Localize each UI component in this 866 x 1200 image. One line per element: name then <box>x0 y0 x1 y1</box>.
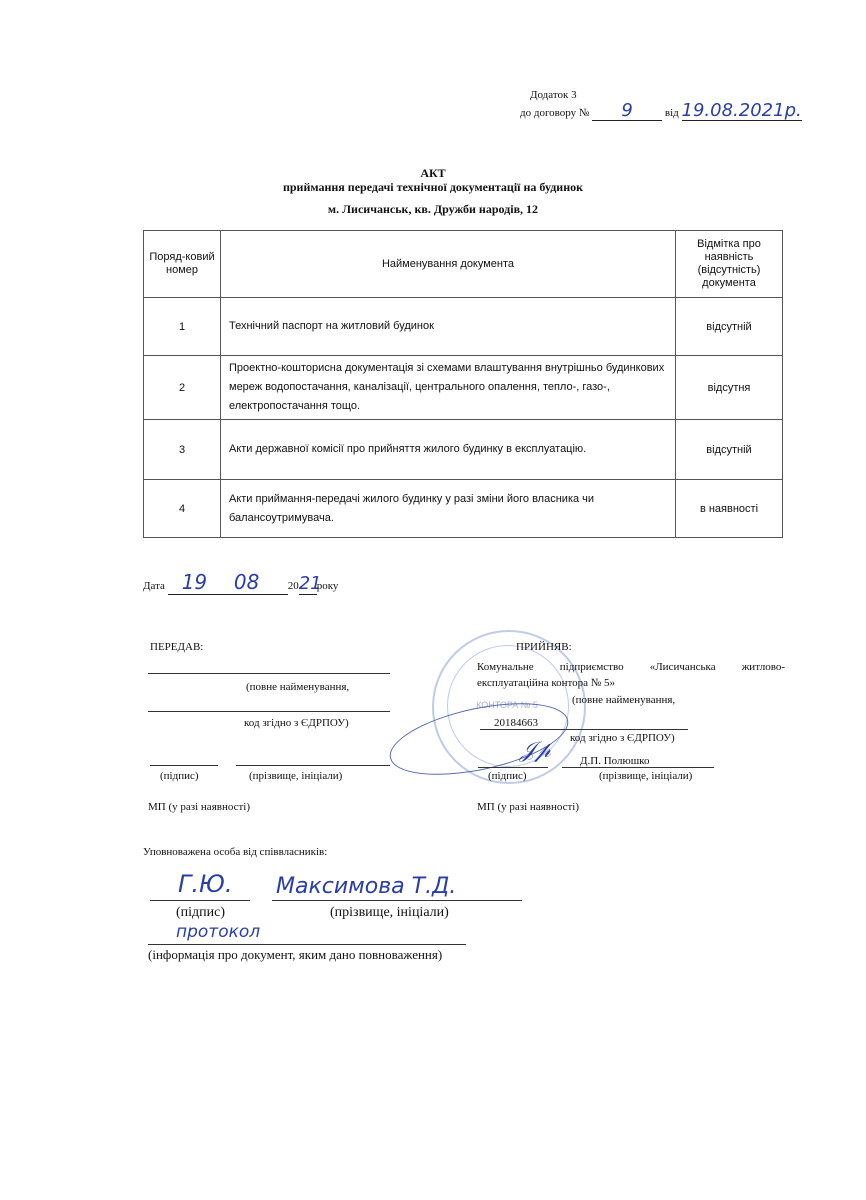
row-number: 3 <box>144 420 221 480</box>
accepted-name-hint-2: (прізвище, ініціали) <box>599 770 693 782</box>
accepted-heading: ПРИЙНЯВ: <box>516 641 572 653</box>
transferred-name-hint: (повне найменування, <box>246 681 350 693</box>
documents-table <box>143 230 783 538</box>
contract-prefix: до договору № <box>520 107 590 119</box>
date-label: Дата <box>143 580 165 592</box>
col-name-header: Найменування документа <box>221 231 676 298</box>
authorized-name-line <box>272 900 522 901</box>
authorized-signature-hint: (підпис) <box>176 905 226 920</box>
date-day-month-field <box>168 570 288 595</box>
transferred-name-hint-2: (прізвище, ініціали) <box>249 770 343 782</box>
authorized-signature: Г.Ю. <box>178 870 233 898</box>
accepted-org-line2: експлуатаційна контора № 5» <box>477 677 616 689</box>
authorized-doc-hint: (інформація про документ, яким дано повноваження) <box>148 947 443 962</box>
transferred-signature-line <box>150 765 218 766</box>
transferred-edrpou-line <box>148 711 390 712</box>
col-number-header: Поряд-ковий номер <box>144 231 221 298</box>
row-document-name: Акти приймання-передачі жилого будинку у разі зміни його власника чи балансоутримувача. <box>221 480 676 538</box>
authorized-handwritten-doc: протокол <box>176 922 261 942</box>
authorized-signature-line <box>150 900 250 901</box>
contract-reference <box>520 100 850 121</box>
appendix-line: Додаток 3 <box>530 89 577 101</box>
date-day: 19 <box>181 570 208 594</box>
row-number: 2 <box>144 356 221 420</box>
accepted-signature-hint: (підпис) <box>488 770 527 782</box>
table-header-row <box>144 231 783 298</box>
accepted-signer: Д.П. Полюшко <box>580 755 650 767</box>
transferred-seal: МП (у разі наявності) <box>148 801 251 813</box>
act-subtitle: приймання передачі технічної документації на будинок <box>282 180 584 194</box>
row-number: 4 <box>144 480 221 538</box>
act-address: м. Лисичанськ, кв. Дружби народів, 12 <box>327 202 539 216</box>
accepted-org-line1: Комунальне підприємство «Лисичанська житлово- <box>477 661 785 673</box>
contract-date-word: від <box>664 107 679 119</box>
accepted-edrpou: 20184663 <box>494 717 538 729</box>
authorized-handwritten-name: Максимова Т.Д. <box>276 874 457 899</box>
transferred-edrpou-hint: код згідно з ЄДРПОУ) <box>244 717 349 729</box>
authorized-label: Уповноважена особа від співвласників: <box>143 846 328 858</box>
accepted-edrpou-hint: код згідно з ЄДРПОУ) <box>570 732 675 744</box>
contract-date-field <box>681 100 802 121</box>
table-row <box>144 480 783 538</box>
act-title: АКТ <box>420 166 446 180</box>
table-row <box>144 298 783 356</box>
date-year-suffix: 21 <box>298 573 322 594</box>
transferred-signer-line <box>236 765 390 766</box>
date-year-prefix: 20 <box>287 580 299 592</box>
accepted-name-hint: (повне найменування, <box>572 694 676 706</box>
date-year-field <box>298 573 322 595</box>
row-document-name: Проектно-кошторисна документація зі схемами влаштування внутрішньо будинкових мереж водопостачання, каналізації, центрального опалення, тепло-, газо-, електропостачання тощо. <box>221 356 676 420</box>
contract-date: 19.08.2021р. <box>681 100 802 121</box>
row-status: відсутній <box>676 298 783 356</box>
date-line <box>143 570 338 595</box>
date-month: 08 <box>233 570 260 594</box>
transferred-heading: ПЕРЕДАВ: <box>150 641 204 653</box>
date-suffix: року <box>316 580 339 592</box>
stamp-text: КОНТОРА № 5 <box>476 700 538 710</box>
accepted-edrpou-line <box>480 729 688 730</box>
authorized-doc-line <box>148 944 466 945</box>
row-status: відсутня <box>676 356 783 420</box>
accepted-seal: МП (у разі наявності) <box>477 801 580 813</box>
contract-number: 9 <box>621 100 633 121</box>
accepted-signature-icon: 𝒥𝓅 <box>520 738 551 763</box>
col-mark-header: Відмітка про наявність (відсутність) документа <box>676 231 783 298</box>
authorized-name-hint: (прізвище, ініціали) <box>330 905 449 920</box>
row-status: відсутній <box>676 420 783 480</box>
accepted-signer-line <box>562 767 714 768</box>
table-row <box>144 356 783 420</box>
table-row <box>144 420 783 480</box>
transferred-name-line <box>148 673 390 674</box>
row-number: 1 <box>144 298 221 356</box>
contract-number-field <box>592 100 662 121</box>
row-document-name: Технічний паспорт на житловий будинок <box>221 298 676 356</box>
accepted-signature-line <box>478 767 548 768</box>
transferred-signature-hint: (підпис) <box>160 770 199 782</box>
row-document-name: Акти державної комісії про прийняття жилого будинку в експлуатацію. <box>221 420 676 480</box>
row-status: в наявності <box>676 480 783 538</box>
